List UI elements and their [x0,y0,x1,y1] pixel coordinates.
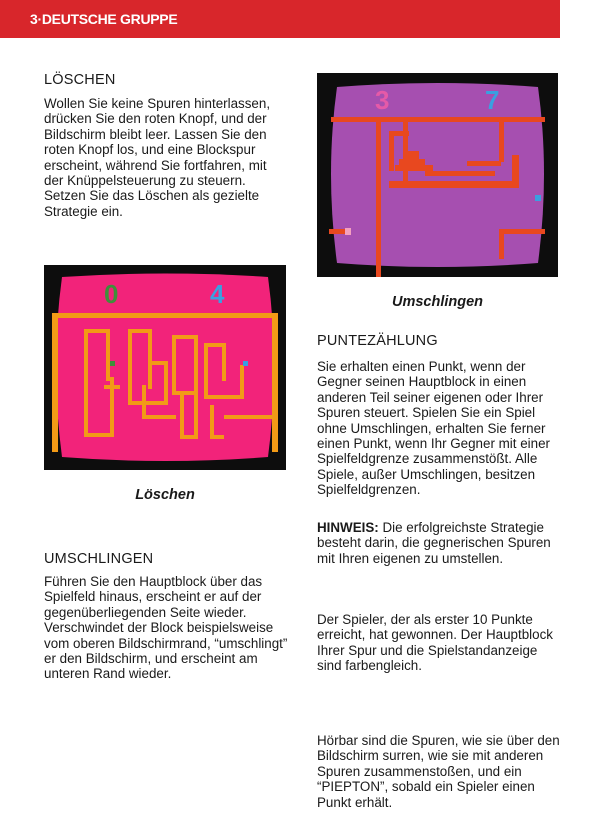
header-title: 3·DEUTSCHE GRUPPE [30,11,178,27]
punktezaehlung-heading: PUNTEZÄHLUNG [317,333,438,349]
hinweis-paragraph [317,520,565,566]
gewinner-text: Der Spieler, der als erster 10 Punkte erreicht, hat gewonnen. Der Hauptblock Ihrer Spur und die Spielstandanzeige sind farbengleich. [317,612,553,674]
umschlingen-score-left: 3 [375,85,390,115]
hinweis-text: Die erfolgreichste Strategie besteht darin, die gegnerischen Spuren mit Ihren eigenen zu umstellen. [317,520,551,566]
ton-text: Hörbar sind die Spuren, wie sie über den Bildschirm surren, wie sie mit anderen Spuren zusammenstoßen, und ein “PIEPTON”, sobald ein Spieler einen Punkt erhält. [317,733,560,810]
header-bar [0,0,560,38]
loeschen-text: Wollen Sie keine Spuren hinterlassen, drücken Sie den roten Knopf, und der Bildschirm bleibt leer. Lassen Sie den roten Knopf los, und eine Blockspur erscheint, während Sie fortfahren, mit der Knüppelsteuerung zu steuern. Setzen Sie das Löschen als gezielte Strategie ein. [44,96,271,219]
loeschen-caption: Löschen [135,487,195,503]
punktezaehlung-text: Sie erhalten einen Punkt, wenn der Gegner seinen Hauptblock in einen anderen Teil seiner eigenen oder Ihrer Spuren steuert. Spielen Sie ein Spiel ohne Umschlingen, erhalten Sie ferner einen Punkt, wenn Ihr Gegner mit einer Spielfeldgrenze zusammenstößt. Alle Spiele, außer Umschlingen, besitzen Spielfeldgrenzen. [317,359,550,498]
umschlingen-screenshot [317,73,558,277]
loeschen-heading: LÖSCHEN [44,72,116,88]
umschlingen-caption: Umschlingen [391,294,484,310]
umschlingen-heading: UMSCHLINGEN [44,551,154,567]
umschlingen-score-right: 7 [485,85,500,115]
umschlingen-text: Führen Sie den Hauptblock über das Spielfeld hinaus, erscheint er auf der gegenüberliegenden Seite wieder. Verschwindet der Block beispielsweise vom oberen Bildschirmrand, “umschlingt” er den Bildschirm, und erscheint am unteren Rand wieder. [44,574,288,682]
hinweis-label: HINWEIS: [317,520,379,535]
loeschen-score-left: 0 [104,279,119,309]
loeschen-screenshot [44,265,286,470]
loeschen-score-right: 4 [210,279,225,309]
